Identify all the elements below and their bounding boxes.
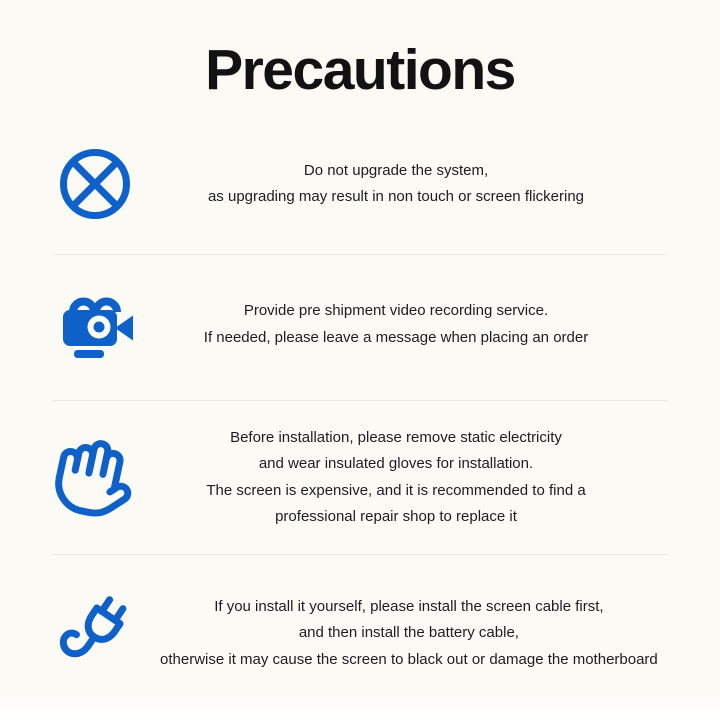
page-title: Precautions xyxy=(205,38,515,102)
icon-column xyxy=(0,434,160,522)
text-line: Do not upgrade the system, xyxy=(303,161,489,179)
section-insulated-gloves xyxy=(0,401,720,554)
icon-column xyxy=(0,589,160,679)
section-text xyxy=(160,298,632,351)
text-line: Before installation, please remove static electricity xyxy=(230,428,562,446)
text-line: If needed, please leave a message when placing an order xyxy=(203,328,589,346)
icon-column xyxy=(0,290,160,360)
icon-column xyxy=(0,147,160,221)
text-line: and then install the battery cable, xyxy=(298,624,519,642)
text-line: The screen is expensive, and it is recommended to find a xyxy=(206,481,586,499)
glove-icon xyxy=(50,431,140,525)
text-line: professional repair shop to replace it xyxy=(275,507,517,525)
prohibit-circle-x-icon xyxy=(58,147,132,221)
video-camera-icon xyxy=(55,290,135,360)
header xyxy=(0,0,720,140)
section-text xyxy=(160,158,632,211)
power-plug-icon xyxy=(55,589,135,679)
section-text xyxy=(160,425,632,530)
section-video-recording xyxy=(0,255,720,400)
text-line: and wear insulated gloves for installation. xyxy=(258,455,534,473)
text-line: otherwise it may cause the screen to black out or damage the motherboard xyxy=(160,650,658,668)
section-cable-order xyxy=(0,555,720,720)
section-text xyxy=(160,594,658,673)
text-line: If you install it yourself, please install the screen cable first, xyxy=(214,598,604,616)
text-line: as upgrading may result in non touch or screen flickering xyxy=(207,188,585,205)
text-line: Provide pre shipment video recording service. xyxy=(243,302,549,320)
section-no-upgrade xyxy=(0,140,720,254)
